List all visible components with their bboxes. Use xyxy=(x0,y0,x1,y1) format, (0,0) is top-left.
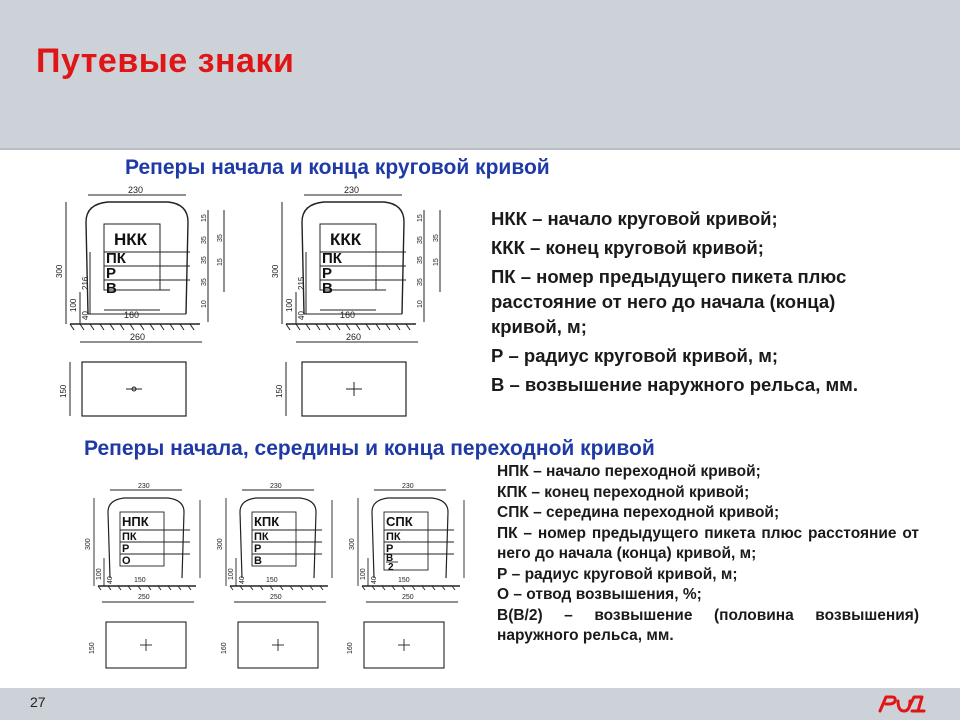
dim-height-1: 300 xyxy=(55,264,64,278)
svg-text:35: 35 xyxy=(417,236,424,244)
sign-label-b-2: В xyxy=(322,280,333,297)
dim-height-2: 300 xyxy=(271,264,280,278)
svg-text:160: 160 xyxy=(221,642,228,654)
sign-label-kkk: ККК xyxy=(330,230,362,249)
svg-text:250: 250 xyxy=(138,594,150,601)
dim-base-1: 100 xyxy=(69,298,78,312)
dim-bottom-2: 260 xyxy=(346,332,362,342)
sign-label-nkk: НКК xyxy=(114,230,148,249)
svg-text:40: 40 xyxy=(239,576,246,584)
svg-text:В: В xyxy=(386,553,394,564)
dim-top-1: 230 xyxy=(128,185,144,195)
svg-text:35: 35 xyxy=(217,234,224,242)
svg-text:40: 40 xyxy=(107,576,114,584)
dim-bottom-1: 260 xyxy=(130,332,146,342)
dim-inner-2: 160 xyxy=(340,310,356,320)
svg-text:230: 230 xyxy=(270,483,282,490)
sign-label-kpk: КПК xyxy=(254,514,280,529)
section2-legend xyxy=(497,462,919,647)
svg-text:Р: Р xyxy=(254,543,262,555)
svg-text:40: 40 xyxy=(371,576,378,584)
svg-text:15: 15 xyxy=(433,258,440,266)
svg-text:Р: Р xyxy=(122,543,130,555)
dim-inner-1: 160 xyxy=(124,310,140,320)
legend-item: Р – радиус круговой кривой, м; xyxy=(491,345,779,366)
sign-label-pk: ПК xyxy=(106,250,126,267)
section1-legend xyxy=(491,206,911,401)
header-divider xyxy=(0,148,960,150)
sign-label-pk-2: ПК xyxy=(322,250,342,267)
page-title: Путевые знаки xyxy=(36,42,295,80)
legend-item: ПК – номер предыдущего пикета плюс расстояние от него до начала (конца) кривой, м; xyxy=(491,266,847,337)
dim-plan-1: 150 xyxy=(59,384,68,398)
section2-subtitle: Реперы начала, середины и конца переходной кривой xyxy=(84,437,655,460)
svg-text:150: 150 xyxy=(134,577,146,584)
svg-text:15: 15 xyxy=(201,214,208,222)
svg-text:230: 230 xyxy=(402,483,414,490)
svg-text:35: 35 xyxy=(433,234,440,242)
svg-text:230: 230 xyxy=(138,483,150,490)
svg-text:2: 2 xyxy=(388,562,394,573)
legend-item: СПК – середина переходной кривой; xyxy=(497,504,780,521)
legend-item: Р – радиус круговой кривой, м; xyxy=(497,565,738,583)
legend-item: КПК – конец переходной кривой; xyxy=(497,483,750,501)
dim-mid-2: 215 xyxy=(297,276,306,290)
sign-label-spk: СПК xyxy=(386,514,413,529)
svg-text:100: 100 xyxy=(96,568,103,580)
sign-label-b: В xyxy=(106,280,117,297)
legend-item: ПК – номер предыдущего пикета плюс расстояние от него до начала (конца) кривой, м; xyxy=(497,524,919,562)
legend-item: В – возвышение наружного рельса, мм. xyxy=(491,374,859,395)
dim-low-2: 40 xyxy=(297,311,306,320)
svg-text:В: В xyxy=(254,555,262,567)
legend-item: НКК – начало круговой кривой; xyxy=(491,208,778,229)
svg-text:35: 35 xyxy=(417,256,424,264)
dim-mid-1: 216 xyxy=(81,276,90,290)
svg-text:О: О xyxy=(122,555,131,567)
svg-text:10: 10 xyxy=(417,300,424,308)
legend-item: О – отвод возвышения, %; xyxy=(497,586,702,603)
svg-text:35: 35 xyxy=(201,256,208,264)
svg-text:15: 15 xyxy=(217,258,224,266)
svg-text:250: 250 xyxy=(402,594,414,601)
section1-drawings xyxy=(30,182,450,428)
svg-text:ПК: ПК xyxy=(122,531,137,543)
svg-text:300: 300 xyxy=(217,538,224,550)
section1-subtitle: Реперы начала и конца круговой кривой xyxy=(125,156,550,179)
svg-text:150: 150 xyxy=(89,642,96,654)
svg-text:10: 10 xyxy=(201,300,208,308)
legend-item: ККК – конец круговой кривой; xyxy=(491,237,764,258)
svg-text:15: 15 xyxy=(417,214,424,222)
svg-text:300: 300 xyxy=(85,538,92,550)
legend-item: НПК – начало переходной кривой; xyxy=(497,463,761,480)
svg-text:100: 100 xyxy=(228,568,235,580)
svg-text:160: 160 xyxy=(347,642,354,654)
rzd-logo-icon xyxy=(876,691,928,715)
svg-text:ПК: ПК xyxy=(254,531,269,543)
page-number: 27 xyxy=(30,694,46,710)
sign-label-r: Р xyxy=(106,265,117,282)
dim-base-2: 100 xyxy=(285,298,294,312)
svg-text:100: 100 xyxy=(360,568,367,580)
footer-band xyxy=(0,688,960,720)
sign-label-r-2: Р xyxy=(322,265,333,282)
dim-plan-2: 150 xyxy=(275,384,284,398)
svg-text:300: 300 xyxy=(349,538,356,550)
svg-text:35: 35 xyxy=(201,278,208,286)
dim-low-1: 40 xyxy=(81,311,90,320)
sign-label-npk: НПК xyxy=(122,514,149,529)
svg-text:ПК: ПК xyxy=(386,531,401,543)
svg-text:35: 35 xyxy=(201,236,208,244)
svg-text:250: 250 xyxy=(270,594,282,601)
svg-text:35: 35 xyxy=(417,278,424,286)
dim-top-2: 230 xyxy=(344,185,360,195)
section2-drawings xyxy=(70,478,480,678)
svg-text:Р: Р xyxy=(386,543,394,555)
legend-item: В(В/2) – возвышение (половина возвышения) наружного рельса, мм. xyxy=(497,606,919,644)
svg-text:150: 150 xyxy=(398,577,410,584)
svg-text:150: 150 xyxy=(266,577,278,584)
